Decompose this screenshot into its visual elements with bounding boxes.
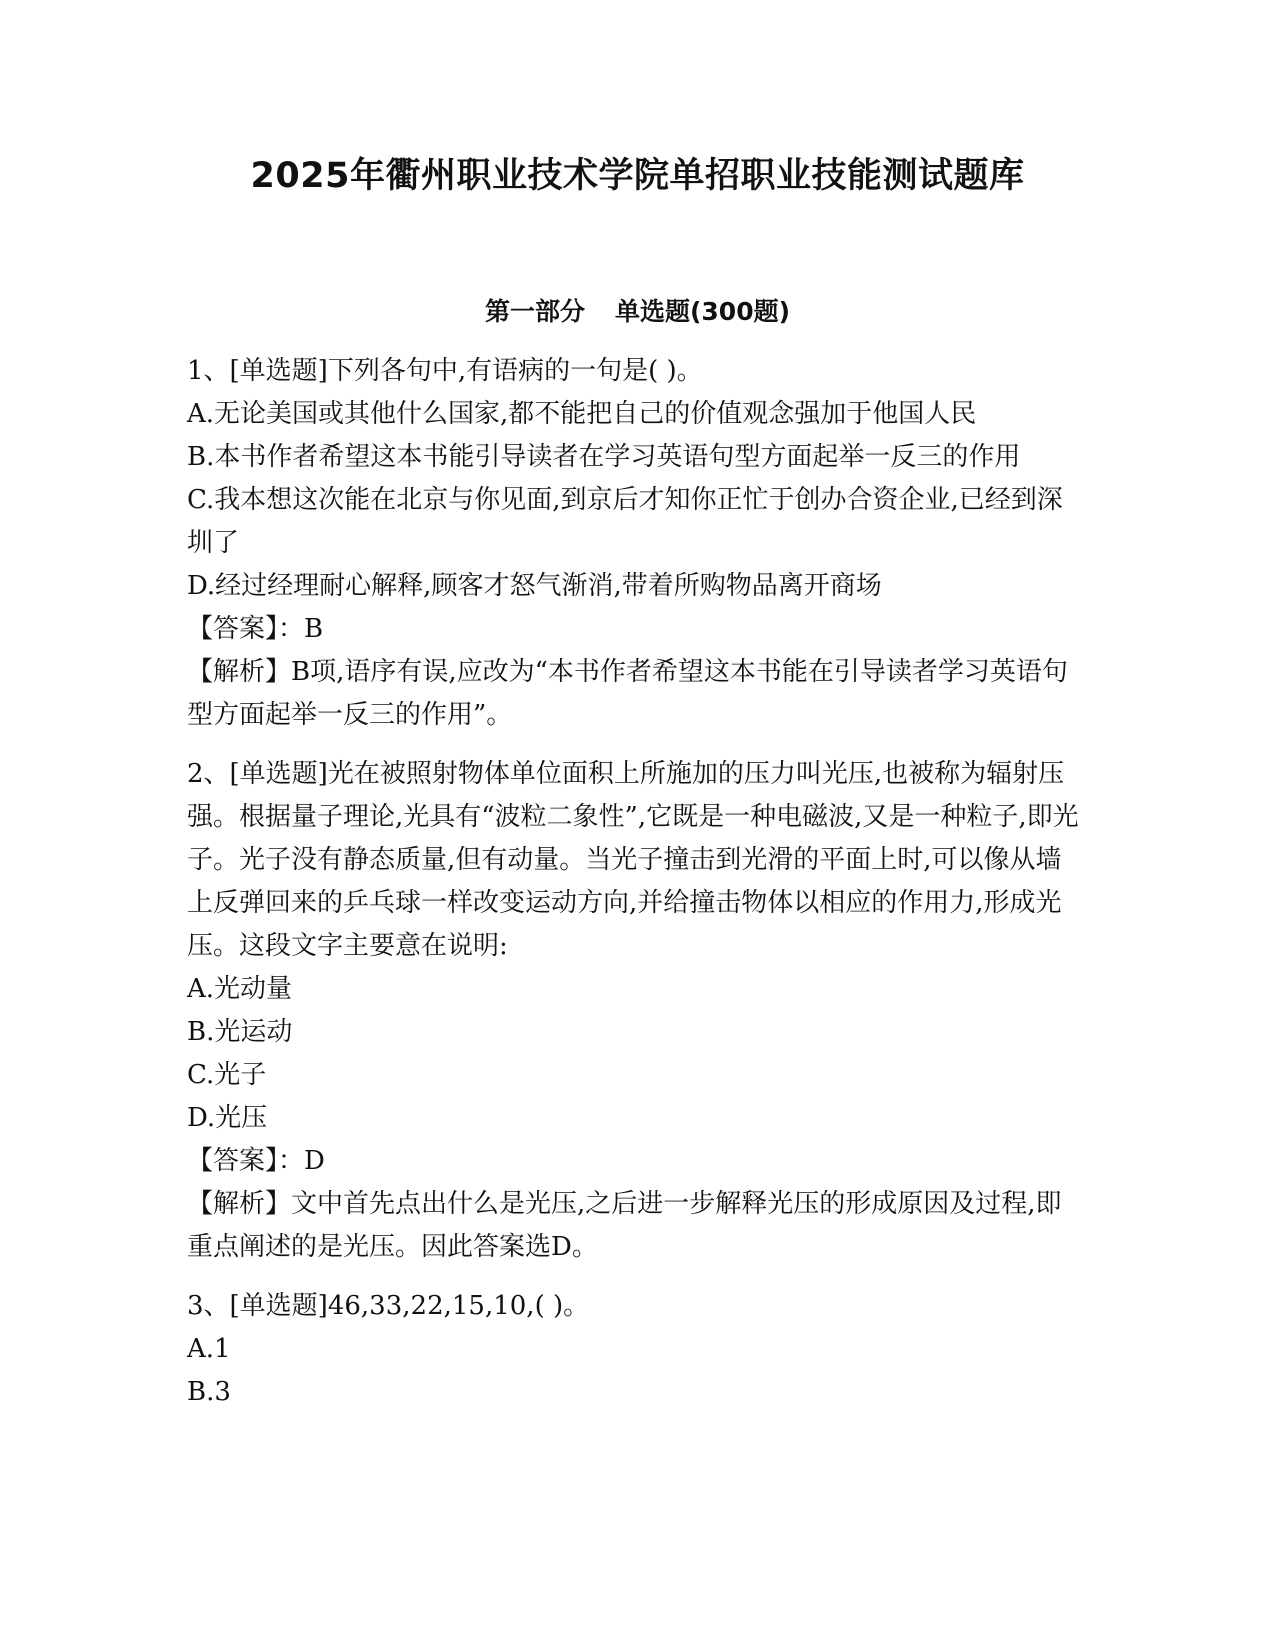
section-title bbox=[0, 292, 1275, 328]
answer: 【答案】：B bbox=[187, 614, 324, 644]
option-c: C.我本想这次能在北京与你见面,到京后才知你正忙于创办合资企业,已经到深圳了 bbox=[187, 485, 1063, 558]
option-b: B.光运动 bbox=[187, 1017, 293, 1047]
analysis: 【解析】文中首先点出什么是光压,之后进一步解释光压的形成原因及过程,即重点阐述的是光压。因此答案选D。 bbox=[187, 1189, 1062, 1262]
answer: 【答案】：D bbox=[187, 1146, 325, 1176]
option-a: A.1 bbox=[187, 1334, 231, 1364]
option-d: D.光压 bbox=[187, 1103, 268, 1133]
document-title: 2025年衢州职业技术学院单招职业技能测试题库 bbox=[250, 156, 1025, 196]
question-3 bbox=[187, 1285, 1087, 1414]
option-b: B.3 bbox=[187, 1377, 231, 1407]
option-d: D.经过经理耐心解释,顾客才怒气渐消,带着所购物品离开商场 bbox=[187, 571, 882, 601]
question-2 bbox=[187, 753, 1087, 1269]
option-c: C.光子 bbox=[187, 1060, 267, 1090]
question-list bbox=[187, 350, 1087, 1430]
option-a: A.无论美国或其他什么国家,都不能把自己的价值观念强加于他国人民 bbox=[187, 399, 977, 429]
question-stem: 2、[单选题]光在被照射物体单位面积上所施加的压力叫光压,也被称为辐射压强。根据量子理论,光具有“波粒二象性”,它既是一种电磁波,又是一种粒子,即光子。光子没有静态质量,但有动量。当光子撞击到光滑的平面上时,可以像从墙上反弹回来的乒乓球一样改变运动方向,并给撞击物体以相应的作用力,形成光压。这段文字主要意在说明: bbox=[187, 759, 1079, 961]
option-a: A.光动量 bbox=[187, 974, 293, 1004]
option-b: B.本书作者希望这本书能引导读者在学习英语句型方面起举一反三的作用 bbox=[187, 442, 1021, 472]
section-name: 单选题(300题) bbox=[614, 297, 791, 326]
analysis: 【解析】B项,语序有误,应改为“本书作者希望这本书能在引导读者学习英语句型方面起举一反三的作用”。 bbox=[187, 657, 1068, 730]
section-part: 第一部分 bbox=[484, 297, 585, 326]
question-stem: 1、[单选题]下列各句中,有语病的一句是( )。 bbox=[187, 356, 703, 386]
question-1 bbox=[187, 350, 1087, 737]
question-stem: 3、[单选题]46,33,22,15,10,( )。 bbox=[187, 1291, 590, 1321]
